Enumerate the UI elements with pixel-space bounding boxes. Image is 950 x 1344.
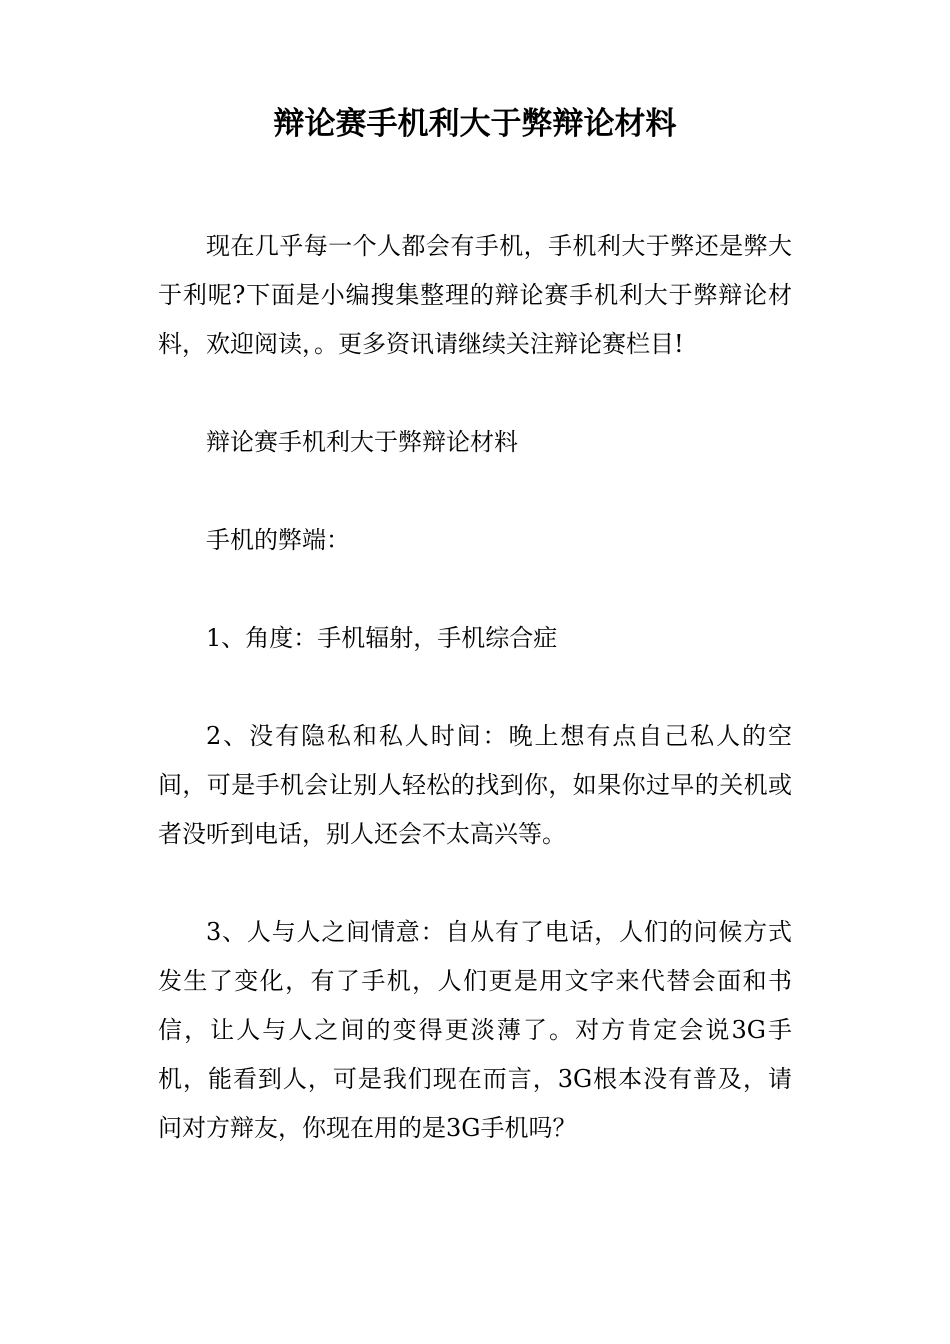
document-title: 辩论赛手机利大于弊辩论材料	[273, 106, 677, 142]
intro-paragraph: 现在几乎每一个人都会有手机，手机利大于弊还是弊大于利呢?下面是小编搜集整理的辩论赛手机利大于弊辩论材料，欢迎阅读，。更多资讯请继续关注辩论赛栏目!	[158, 232, 792, 358]
subsection-heading: 手机的弊端：	[206, 526, 350, 554]
paragraph-spacer	[158, 663, 792, 712]
document-body	[158, 222, 792, 1153]
point-1-paragraph: 1、角度：手机辐射，手机综合症	[206, 624, 558, 652]
section-heading: 辩论赛手机利大于弊辩论材料	[206, 428, 518, 456]
paragraph-spacer	[158, 565, 792, 614]
paragraph-spacer	[158, 369, 792, 418]
paragraph-spacer	[158, 859, 792, 908]
point-3-paragraph: 3、人与人之间情意：自从有了电话，人们的问候方式发生了变化，有了手机，人们更是用文字来代替会面和书信，让人与人之间的变得更淡薄了。对方肯定会说3G手机，能看到人，可是我们现在而言，3G根本没有普及，请问对方辩友，你现在用的是3G手机吗？	[158, 918, 792, 1142]
paragraph-spacer	[158, 467, 792, 516]
point-2-paragraph: 2、没有隐私和私人时间：晚上想有点自己私人的空间，可是手机会让别人轻松的找到你，如果你过早的关机或者没听到电话，别人还会不太高兴等。	[158, 722, 792, 848]
